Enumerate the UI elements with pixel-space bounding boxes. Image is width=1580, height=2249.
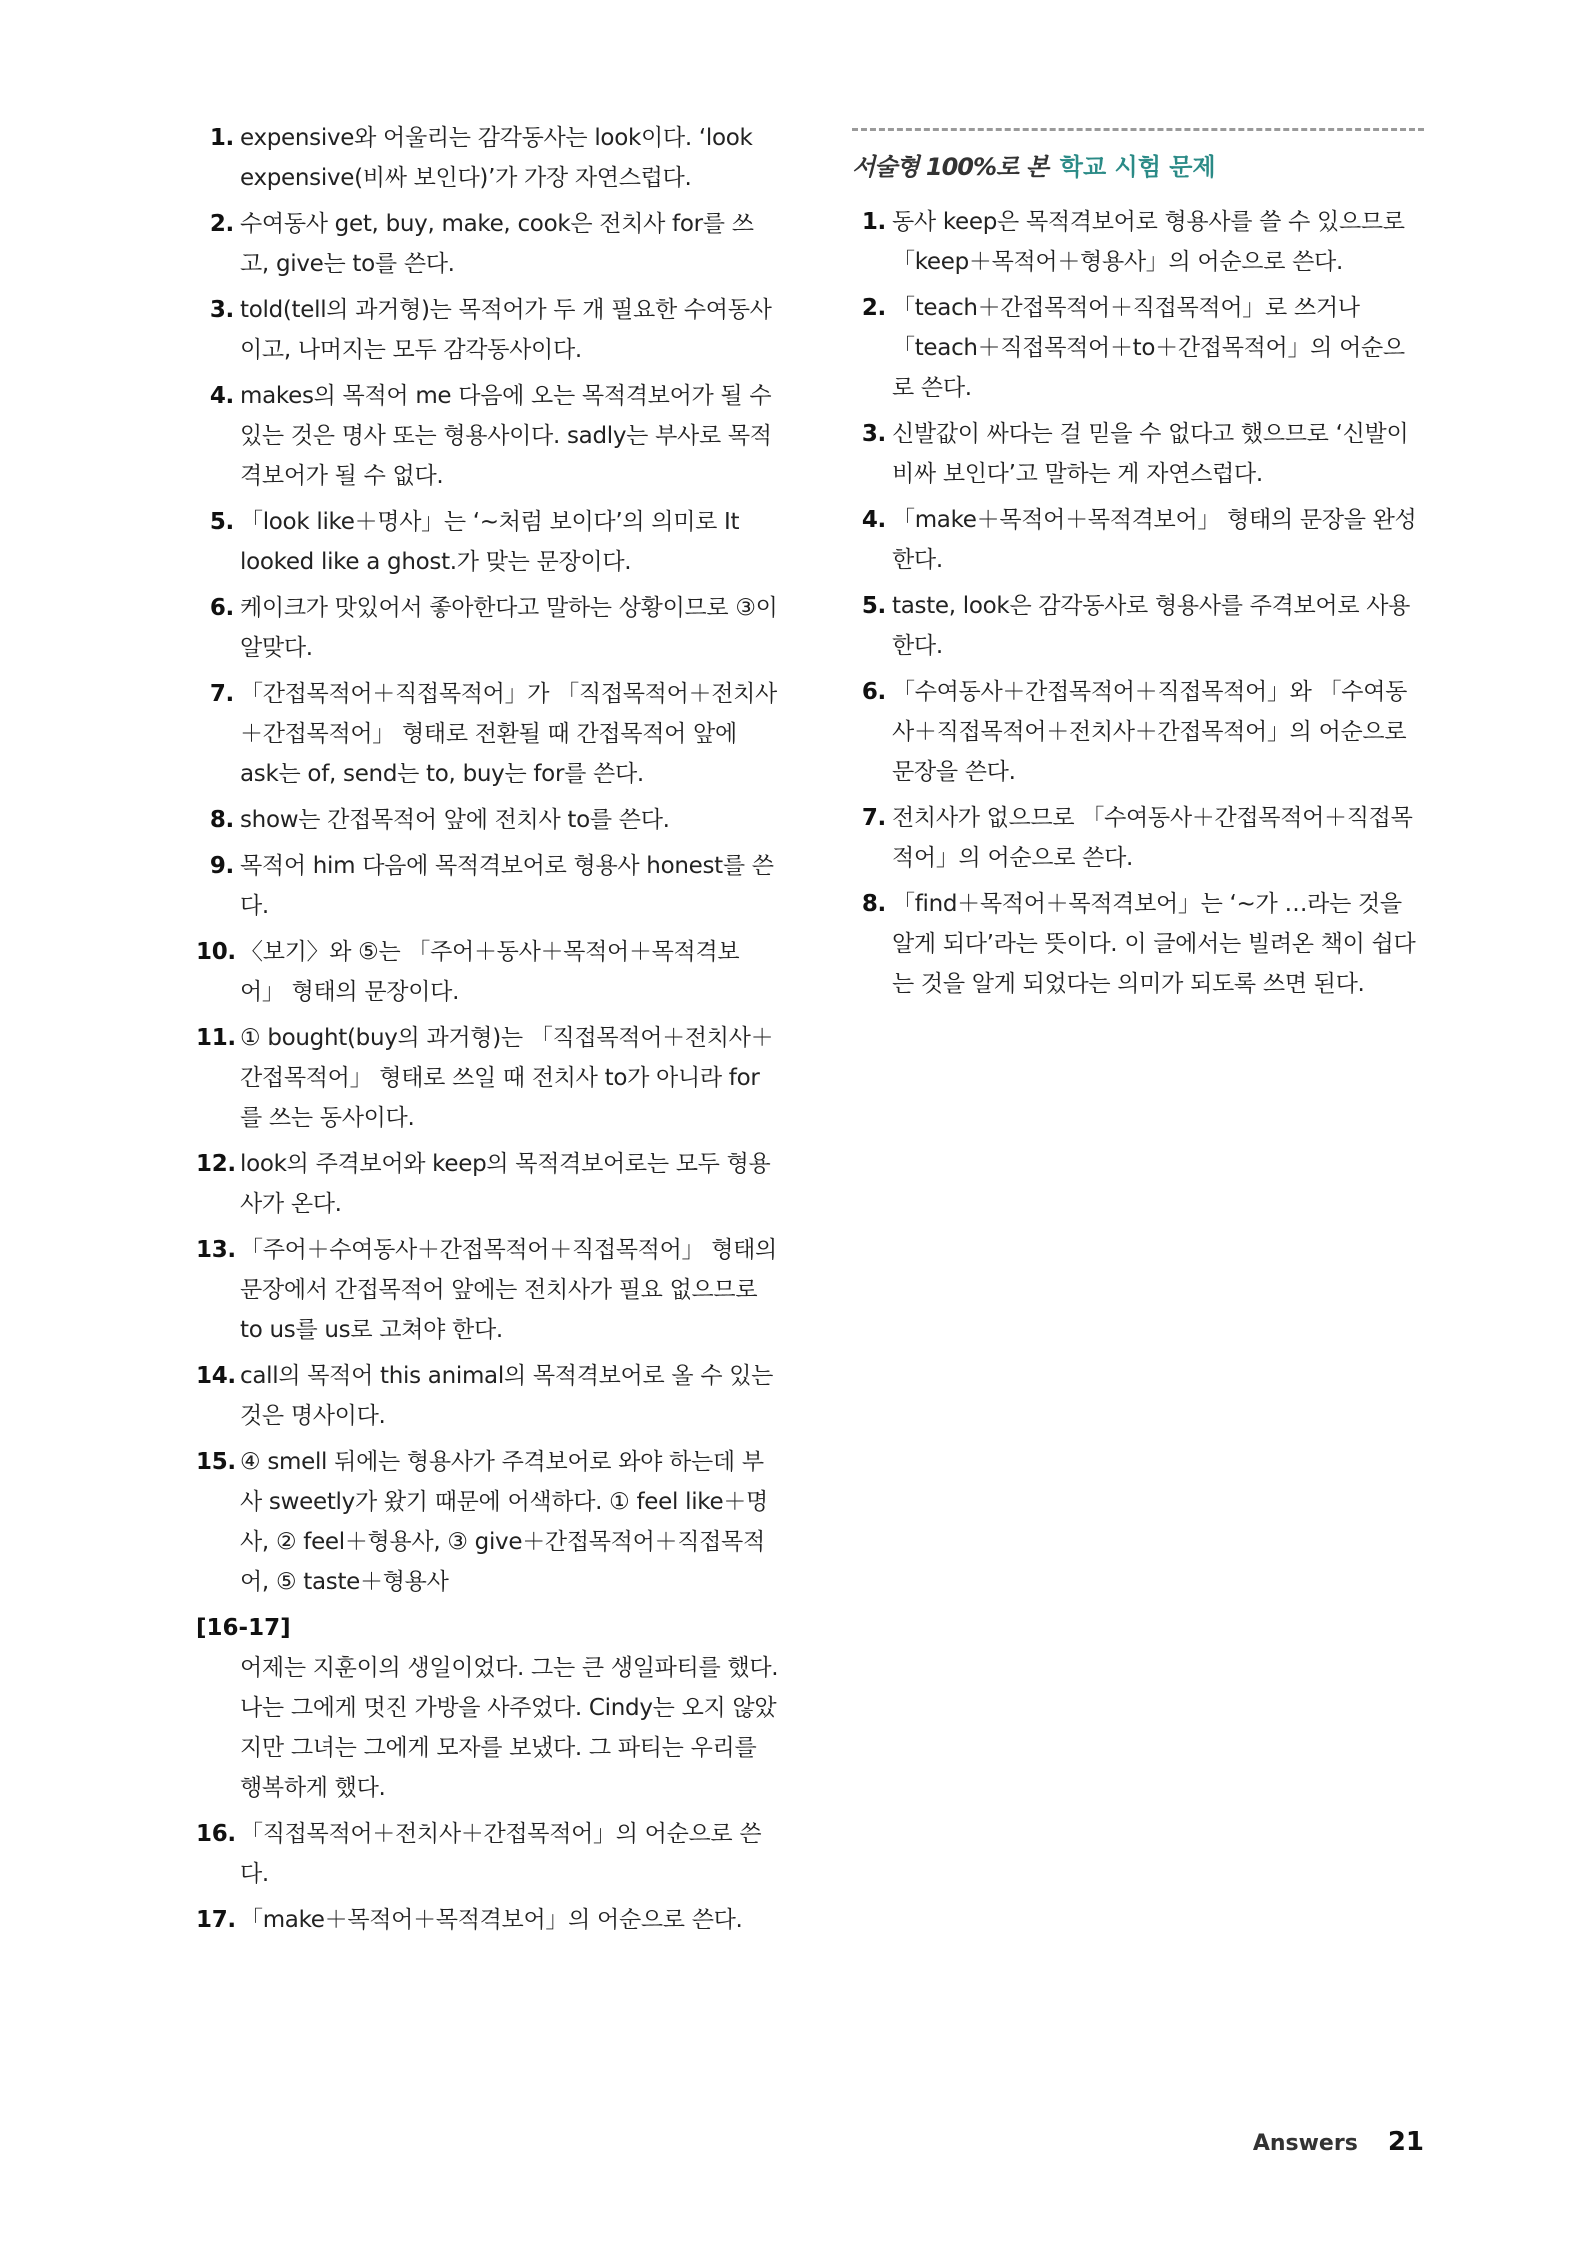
answer-number: 16. — [196, 1821, 236, 1847]
answer-number: 11. — [196, 1025, 236, 1051]
answer-text: 「look like＋명사」는 ‘~처럼 보이다’의 의미로 It looked like a ghost.가 맞는 문장이다. — [240, 509, 740, 575]
answer-text: told(tell의 과거형)는 목적어가 두 개 필요한 수여동사이고, 나머지는 모두 감각동사이다. — [240, 297, 772, 363]
answer-number: 14. — [196, 1363, 236, 1389]
answer-number: 15. — [196, 1449, 236, 1475]
answer-item-4 — [196, 376, 781, 496]
exam-answer-item-2 — [852, 288, 1424, 408]
answer-text: 동사 keep은 목적격보어로 형용사를 쓸 수 있으므로 「keep＋목적어＋형용사」의 어순으로 쓴다. — [892, 209, 1405, 275]
answer-text: 케이크가 맛있어서 좋아한다고 말하는 상황이므로 ③이 알맞다. — [240, 595, 778, 661]
answer-text: ① bought(buy의 과거형)는 「직접목적어＋전치사＋간접목적어」 형태로 쓰일 때 전치사 to가 아니라 for를 쓰는 동사이다. — [240, 1025, 774, 1131]
section-divider — [852, 128, 1424, 131]
answer-item-11 — [196, 1018, 781, 1138]
answer-item-8 — [196, 800, 781, 840]
answer-text: look의 주격보어와 keep의 목적격보어로는 모두 형용사가 온다. — [240, 1151, 771, 1217]
answer-number: 1. — [861, 209, 886, 235]
answer-number: 2. — [861, 295, 886, 321]
answer-text: 「주어＋수여동사＋간접목적어＋직접목적어」 형태의 문장에서 간접목적어 앞에는 전치사가 필요 없으므로 to us를 us로 고쳐야 한다. — [240, 1237, 777, 1343]
section-title: 학교 시험 문제 — [1059, 153, 1216, 181]
answer-number: 12. — [196, 1151, 236, 1177]
answer-item-16 — [196, 1814, 781, 1894]
answer-item-14 — [196, 1356, 781, 1436]
answer-number: 4. — [209, 383, 234, 409]
answer-text: 신발값이 싸다는 걸 믿을 수 없다고 했으므로 ‘신발이 비싸 보인다’고 말하는 게 자연스럽다. — [892, 421, 1409, 487]
answer-text: 「간접목적어＋직접목적어」가 「직접목적어＋전치사＋간접목적어」 형태로 전환될 때 간접목적어 앞에 ask는 of, send는 to, buy는 for를 쓴다. — [240, 681, 777, 787]
answer-item-15 — [196, 1442, 781, 1602]
answer-item-7 — [196, 674, 781, 794]
answer-number: 13. — [196, 1237, 236, 1263]
answer-number: 9. — [209, 853, 234, 879]
answer-text: makes의 목적어 me 다음에 오는 목적격보어가 될 수 있는 것은 명사 또는 형용사이다. sadly는 부사로 목적격보어가 될 수 없다. — [240, 383, 772, 489]
answer-item-6 — [196, 588, 781, 668]
answer-number: 6. — [861, 679, 886, 705]
footer-section-label: Answers — [1252, 2131, 1358, 2156]
passage-group-label: [16-17] — [196, 1615, 291, 1641]
answer-text: 「teach＋간접목적어＋직접목적어」로 쓰거나 「teach＋직접목적어＋to＋간접목적어」의 어순으로 쓴다. — [892, 295, 1405, 401]
answer-number: 3. — [209, 297, 234, 323]
answer-item-3 — [196, 290, 781, 370]
section-prefix: 서술형 100%로 본 — [852, 153, 1048, 181]
answer-item-5 — [196, 502, 781, 582]
exam-answer-item-3 — [852, 414, 1424, 494]
answer-number: 7. — [861, 805, 886, 831]
page-footer — [1253, 2127, 1424, 2157]
answer-number: 3. — [861, 421, 886, 447]
left-answer-column — [196, 118, 781, 1946]
right-answer-column — [852, 118, 1424, 1010]
answer-text: 전치사가 없으므로 「수여동사＋간접목적어＋직접목적어」의 어순으로 쓴다. — [892, 805, 1413, 871]
answer-text: 「find＋목적어＋목적격보어」는 ‘~가 …라는 것을 알게 되다’라는 뜻이다. 이 글에서는 빌려온 책이 쉽다는 것을 알게 되었다는 의미가 되도록 쓰면 된다. — [892, 891, 1416, 997]
answer-text: 수여동사 get, buy, make, cook은 전치사 for를 쓰고, give는 to를 쓴다. — [240, 211, 754, 277]
exam-answer-item-7 — [852, 798, 1424, 878]
answer-number: 4. — [861, 507, 886, 533]
answer-item-2 — [196, 204, 781, 284]
answer-text: 「make＋목적어＋목적격보어」의 어순으로 쓴다. — [240, 1907, 743, 1933]
answer-text: 「직접목적어＋전치사＋간접목적어」의 어순으로 쓴다. — [240, 1821, 762, 1887]
answer-number: 5. — [861, 593, 886, 619]
answer-item-17 — [196, 1900, 781, 1940]
answer-text: 목적어 him 다음에 목적격보어로 형용사 honest를 쓴다. — [240, 853, 774, 919]
answer-text: call의 목적어 this animal의 목적격보어로 올 수 있는 것은 명사이다. — [240, 1363, 774, 1429]
exam-answer-item-8 — [852, 884, 1424, 1004]
answer-text: show는 간접목적어 앞에 전치사 to를 쓴다. — [240, 807, 670, 833]
answer-number: 5. — [209, 509, 234, 535]
answer-text: taste, look은 감각동사로 형용사를 주격보어로 사용한다. — [892, 593, 1411, 659]
exam-answer-item-6 — [852, 672, 1424, 792]
answer-text: expensive와 어울리는 감각동사는 look이다. ‘look expensive(비싸 보인다)’가 가장 자연스럽다. — [240, 125, 753, 191]
answer-item-13 — [196, 1230, 781, 1350]
section-heading — [852, 147, 1424, 182]
answer-number: 17. — [196, 1907, 236, 1933]
answer-text: ④ smell 뒤에는 형용사가 주격보어로 와야 하는데 부사 sweetly가 왔기 때문에 어색하다. ① feel like＋명사, ② feel＋형용사, ③ give＋간접목적어＋직접목적어, ⑤ taste＋형용사 — [240, 1449, 768, 1595]
exam-answer-item-4 — [852, 500, 1424, 580]
exam-answer-item-5 — [852, 586, 1424, 666]
answer-item-9 — [196, 846, 781, 926]
answer-text: 「make＋목적어＋목적격보어」 형태의 문장을 완성한다. — [892, 507, 1417, 573]
answer-number: 8. — [861, 891, 886, 917]
answer-number: 7. — [209, 681, 234, 707]
answer-number: 6. — [209, 595, 234, 621]
answer-item-12 — [196, 1144, 781, 1224]
passage-translation: 어제는 지훈이의 생일이었다. 그는 큰 생일파티를 했다. 나는 그에게 멋진 가방을 사주었다. Cindy는 오지 않았지만 그녀는 그에게 모자를 보냈다. 그 파티는 우리를 행복하게 했다. — [240, 1655, 779, 1801]
page-number: 21 — [1387, 2127, 1424, 2157]
answer-number: 2. — [209, 211, 234, 237]
answer-number: 1. — [209, 125, 234, 151]
exam-answer-item-1 — [852, 202, 1424, 282]
answer-number: 10. — [196, 939, 236, 965]
answer-item-1 — [196, 118, 781, 198]
answer-text: 〈보기〉와 ⑤는 「주어＋동사＋목적어＋목적격보어」 형태의 문장이다. — [240, 939, 740, 1005]
answer-text: 「수여동사＋간접목적어＋직접목적어」와 「수여동사＋직접목적어＋전치사＋간접목적어」의 어순으로 문장을 쓴다. — [892, 679, 1408, 785]
answer-number: 8. — [209, 807, 234, 833]
answer-item-10 — [196, 932, 781, 1012]
